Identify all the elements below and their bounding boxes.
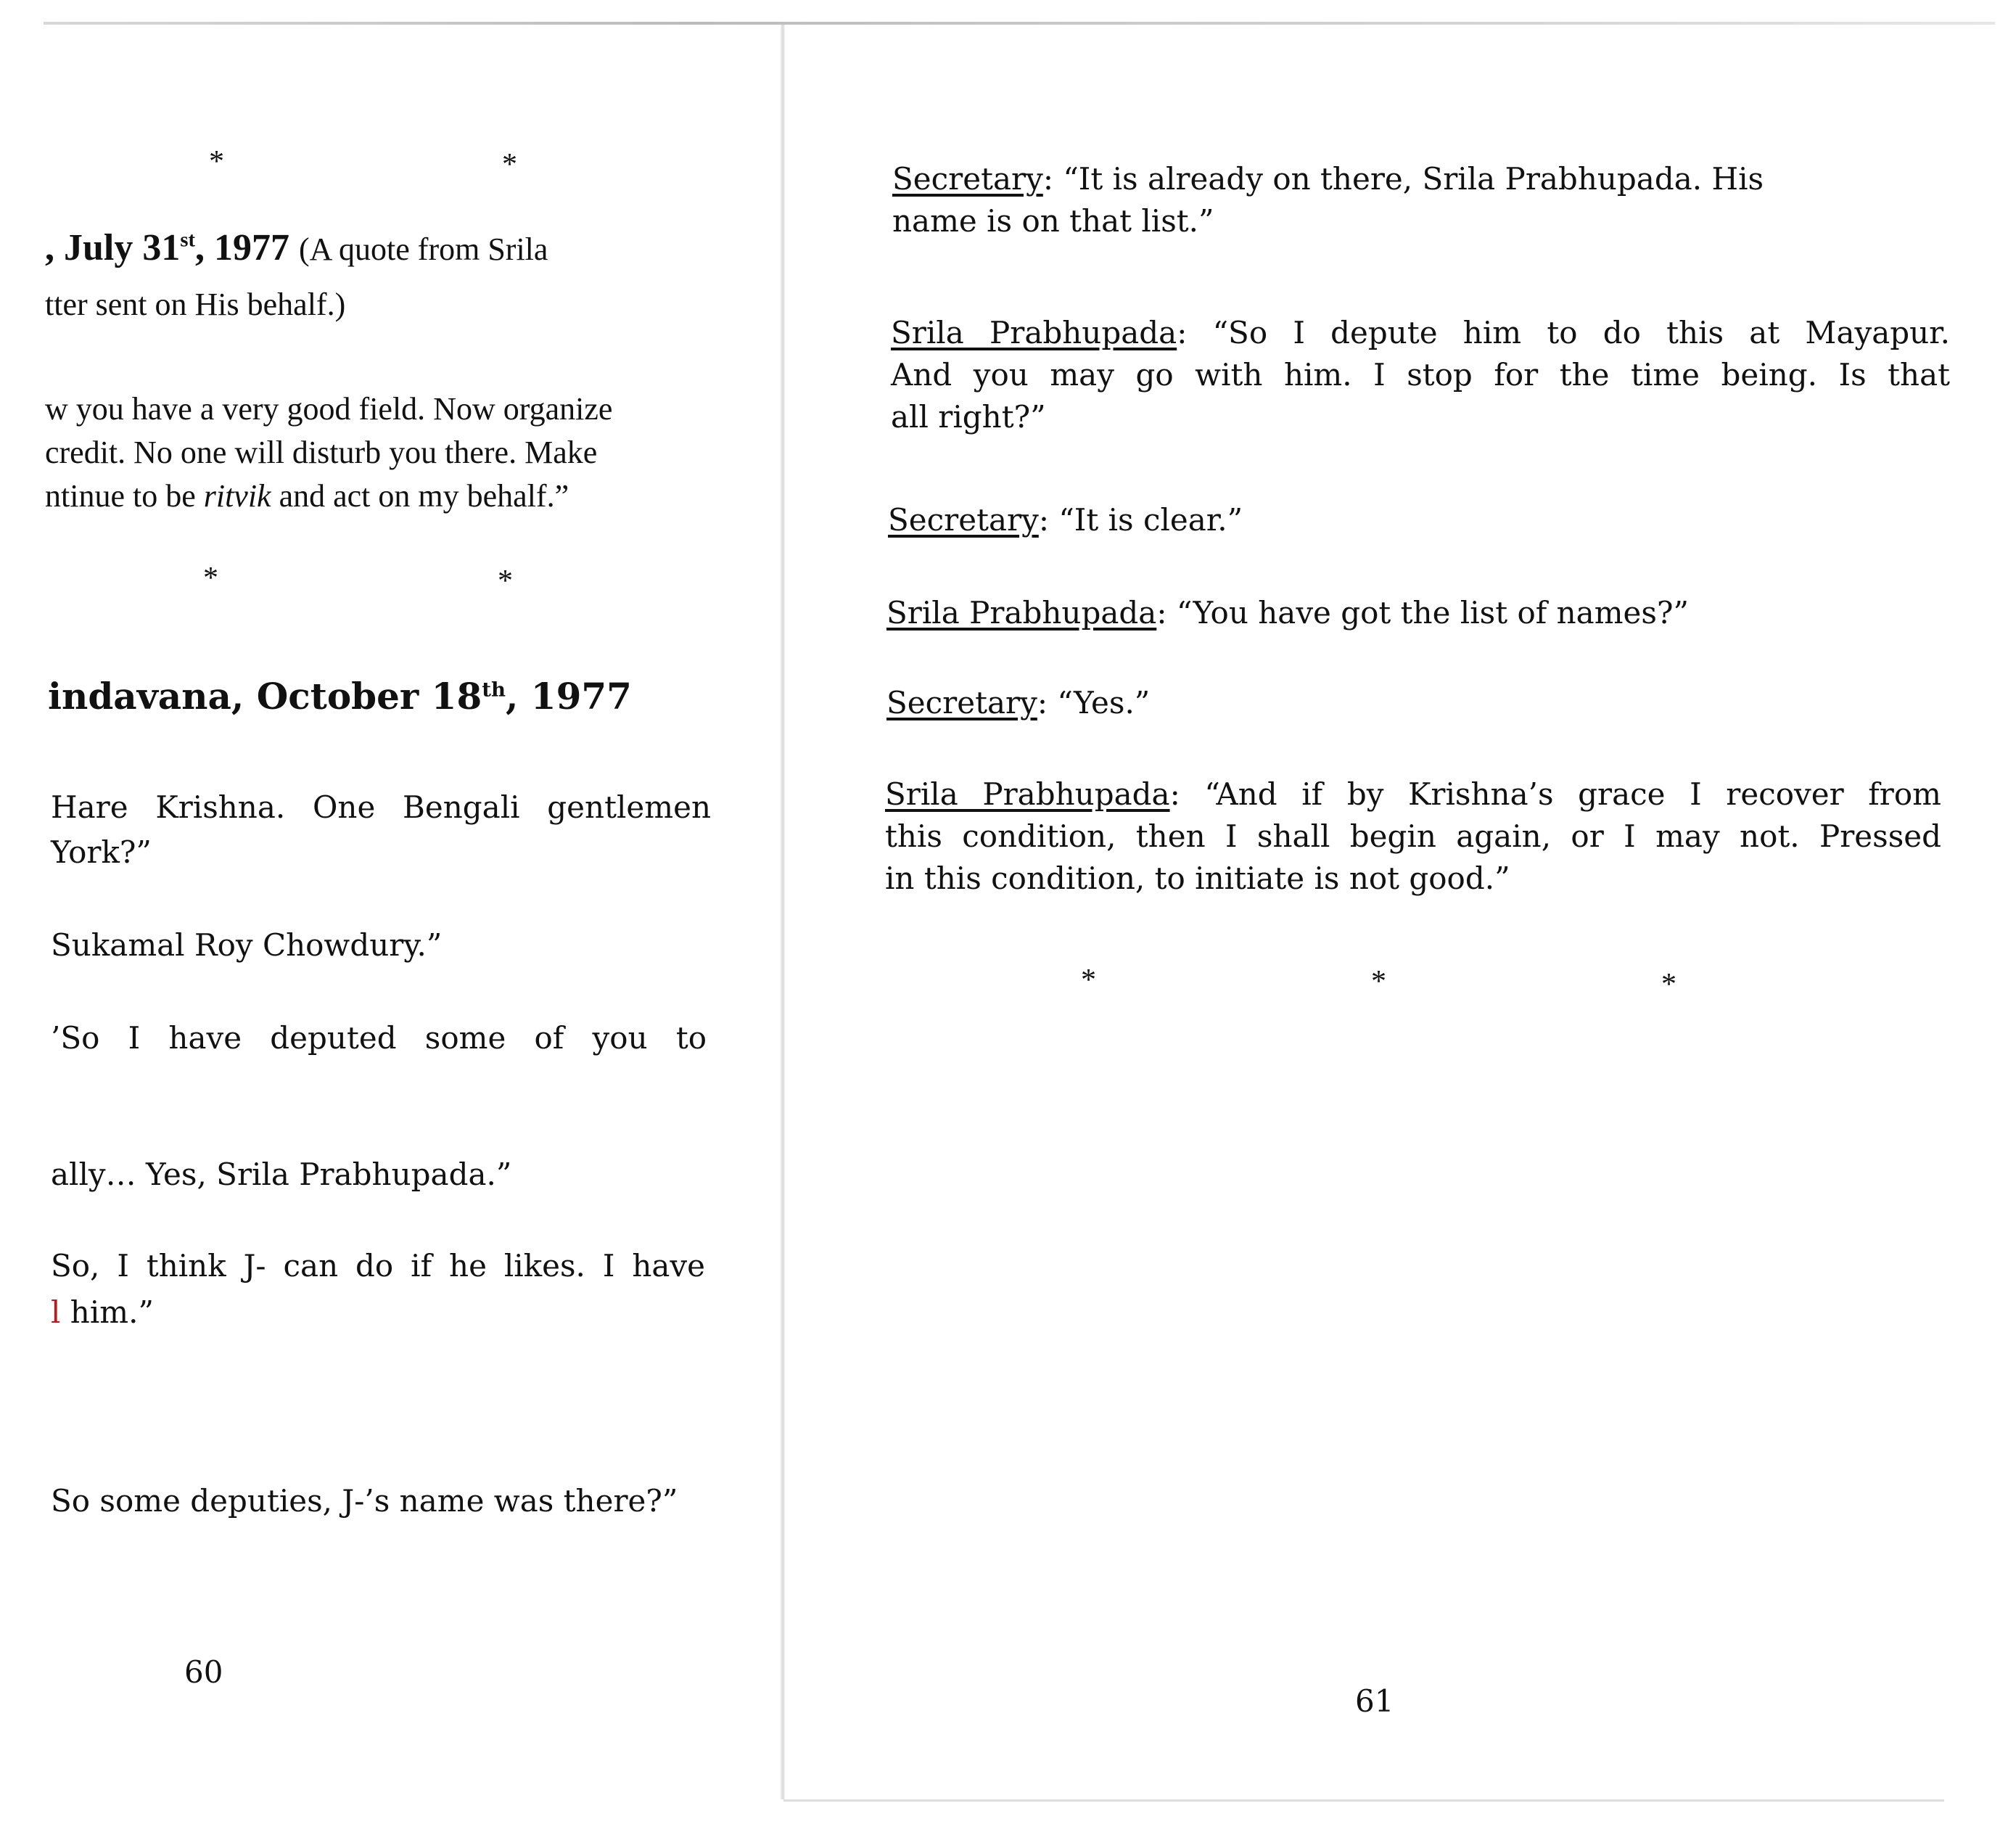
- separator-star: *: [502, 148, 517, 181]
- separator-star: *: [1371, 965, 1386, 998]
- dialogue-line: Secretary: “It is clear.”: [888, 502, 1243, 538]
- dialogue-line: York?”: [51, 834, 152, 870]
- october-heading: indavana, October 18th, 1977: [48, 675, 632, 718]
- dialogue-line: this condition, then I shall begin again, or I may not. Pressed: [885, 818, 1941, 854]
- speaker-name: Secretary: [886, 685, 1037, 720]
- separator-star: *: [1081, 964, 1096, 997]
- dialogue-line: l him.”: [51, 1294, 154, 1330]
- july-heading: [45, 226, 548, 269]
- separator-star: *: [209, 145, 224, 178]
- speaker-name: Secretary: [888, 502, 1039, 538]
- dialogue-entry: [888, 499, 1243, 541]
- dialogue-entry: [886, 682, 1150, 724]
- scan-edge-bottom: [783, 1799, 1944, 1802]
- dialogue-entry: [886, 592, 1689, 634]
- scan-red-mark: l: [51, 1294, 61, 1330]
- dialogue-line: Secretary: “Yes.”: [886, 685, 1151, 720]
- dialogue-line: So some deputies, J-’s name was there?”: [51, 1483, 678, 1519]
- july-note-continued: tter sent on His behalf.): [45, 287, 346, 322]
- dialogue-line: Srila Prabhupada: “So I depute him to do this at Mayapur.: [891, 315, 1950, 350]
- dialogue-line: ’So I have deputed some of you to: [51, 1020, 707, 1056]
- dialogue-line: ally… Yes, Srila Prabhupada.”: [51, 1157, 512, 1192]
- quote-line: w you have a very good field. Now organize: [45, 391, 613, 427]
- page-number-right: 61: [1355, 1683, 1394, 1719]
- dialogue-line: Sukamal Roy Chowdury.”: [51, 927, 443, 963]
- dialogue-line: all right?”: [891, 398, 1046, 435]
- dialogue-entry: [885, 773, 1941, 900]
- page-number-left: 60: [184, 1654, 223, 1690]
- speaker-name: Secretary: [892, 161, 1043, 197]
- quote-line: credit. No one will disturb you there. Make: [45, 435, 598, 470]
- dialogue-line: Srila Prabhupada: “And if by Krishna’s grace I recover from: [885, 776, 1941, 812]
- dialogue-line: Hare Krishna. One Bengali gentlemen: [51, 789, 711, 825]
- left-page: [0, 25, 781, 1799]
- dialogue-line: name is on that list.”: [892, 202, 1214, 239]
- separator-star: *: [203, 562, 218, 595]
- separator-star: *: [498, 564, 513, 598]
- dialogue-line: Secretary: “It is already on there, Srila Prabhupada. His: [892, 161, 1764, 197]
- speaker-name: Srila Prabhupada: [886, 595, 1157, 631]
- july-date: , July 31st, 1977: [45, 227, 290, 268]
- dialogue-line: So, I think J- can do if he likes. I have: [51, 1248, 705, 1284]
- dialogue-entry: [892, 158, 1764, 242]
- dialogue-line: Srila Prabhupada: “You have got the list of names?”: [886, 595, 1689, 631]
- right-page: [785, 25, 2008, 1799]
- dialogue-entry: [891, 312, 1950, 438]
- quote-line: ntinue to be ritvik and act on my behalf.”: [45, 478, 569, 514]
- speaker-name: Srila Prabhupada: [885, 776, 1170, 812]
- dialogue-line: And you may go with him. I stop for the time being. Is that: [891, 356, 1950, 393]
- ritvik-term: ritvik: [203, 478, 271, 514]
- separator-star: *: [1661, 968, 1676, 1001]
- speaker-name: Srila Prabhupada: [891, 315, 1177, 350]
- dialogue-line: in this condition, to initiate is not good.”: [885, 860, 1510, 896]
- july-note: (A quote from Srila: [299, 231, 548, 267]
